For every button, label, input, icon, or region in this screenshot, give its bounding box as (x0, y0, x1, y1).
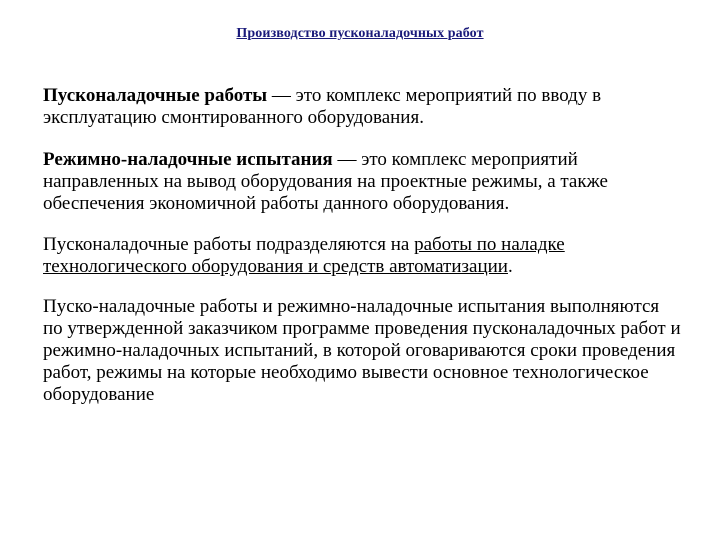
slide-title[interactable]: Производство пусконаладочных работ (236, 26, 484, 41)
paragraph-definition-regime-tests (43, 149, 683, 215)
definition-regime-tests-text: — это комплекс мероприятий направленных на вывод оборудования на проектные режимы, а также обеспечения экономичной работы данного оборудования. (43, 149, 608, 214)
work-types-text: Пусконаладочные работы подразделяются на (43, 234, 415, 255)
paragraph-definition-commissioning (43, 85, 683, 129)
term-regime-tests: Режимно-наладочные испытания (43, 149, 333, 170)
work-types-period: . (507, 256, 513, 277)
program-text: Пуско-наладочные работы и режимно-наладочные испытания выполняются по утвержденной заказчиком программе проведения пусконаладочных работ и режимно-наладочных испытаний, в которой оговариваются сроки проведения работ, режимы на которые необходимо вывести основное технологическое оборудование (43, 296, 681, 405)
paragraph-work-types (43, 234, 683, 278)
term-commissioning: Пусконаладочные работы (43, 85, 268, 106)
paragraph-program (43, 296, 683, 406)
work-types-link[interactable]: работы по наладке технологического оборудования и средств автоматизации (43, 234, 565, 277)
slide-body (43, 85, 683, 426)
definition-commissioning-text: — это комплекс мероприятий по вводу в эксплуатацию смонтированного оборудования. (43, 85, 602, 128)
